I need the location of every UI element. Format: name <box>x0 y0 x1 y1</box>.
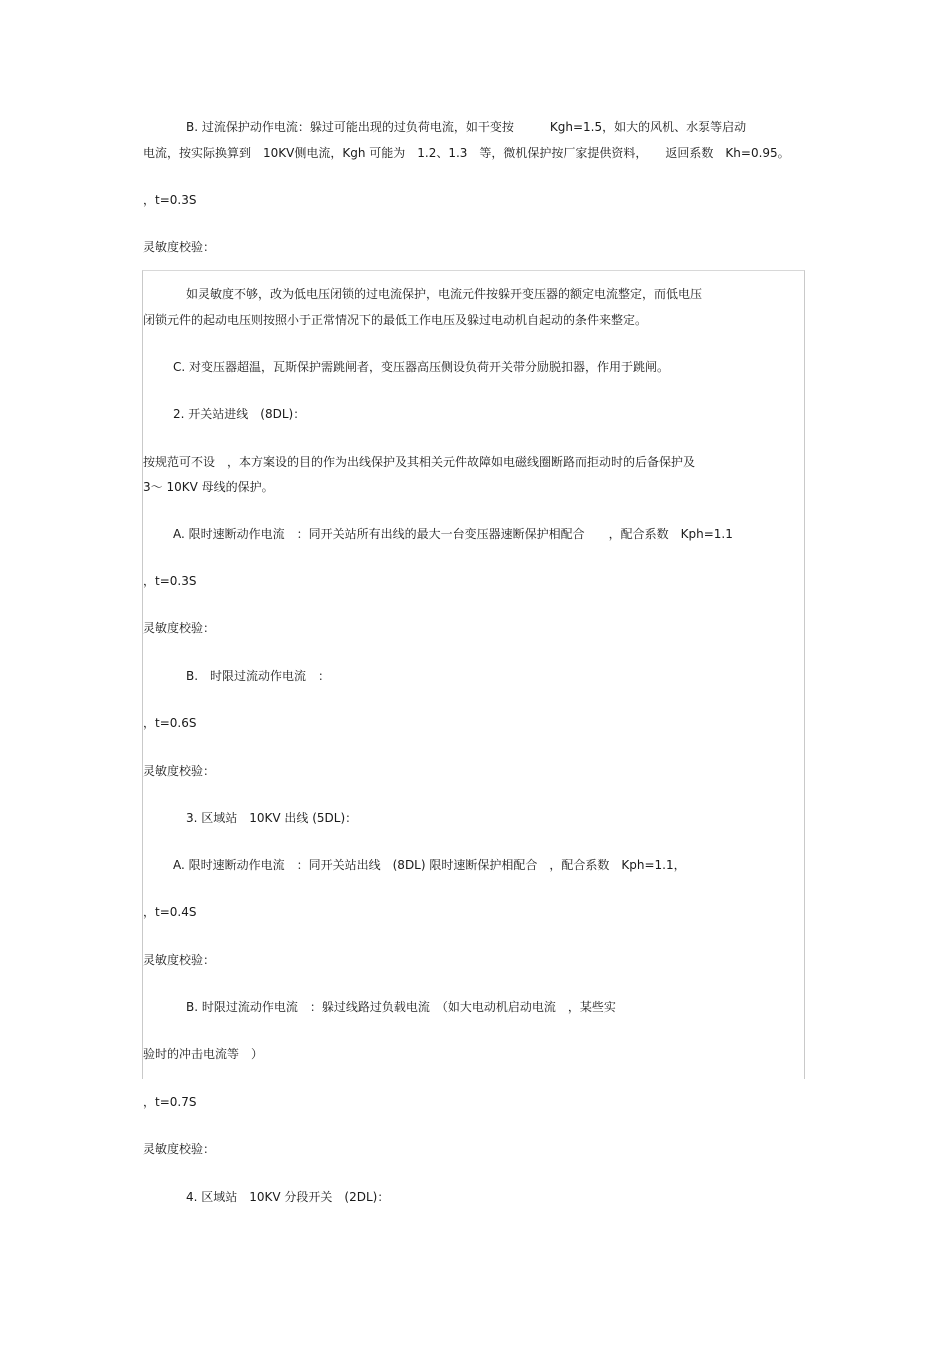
text-line: 如灵敏度不够，改为低电压闭锁的过电流保护，电流元件按躲开变压器的额定电流整定，而低电压 <box>186 287 703 301</box>
text-line: ，t=0.7S <box>143 1095 197 1109</box>
text-line: ，t=0.3S <box>143 574 197 588</box>
text-line: B. 时限过流动作电流 ：躲过线路过负载电流 （如大电动机启动电流 ，某些实 <box>186 1000 616 1014</box>
text-line: 闭锁元件的起动电压则按照小于正常情况下的最低工作电压及躲过电动机自起动的条件来整定。 <box>143 313 648 327</box>
text-line: 4. 区域站 10KV 分段开关 (2DL)： <box>186 1190 390 1204</box>
text-line: 电流，按实际换算到 10KV侧电流，Kgh 可能为 1.2、1.3 等，微机保护按厂家提供资料， 返回系数 Kh=0.95。 <box>143 146 790 160</box>
text-line: 按规范可不设 ，本方案设的目的作为出线保护及其相关元件故障如电磁线圈断路而拒动时的后备保护及 <box>143 455 696 469</box>
text-line: B. 时限过流动作电流 ： <box>186 669 331 683</box>
text-line: A. 限时速断动作电流 ：同开关站所有出线的最大一台变压器速断保护相配合 ，配合系数 Kph=1.1 <box>173 527 733 541</box>
text-line: A. 限时速断动作电流 ：同开关站出线 (8DL) 限时速断保护相配合 ，配合系数 Kph=1.1， <box>173 858 686 872</box>
text-line: ，t=0.3S <box>143 193 197 207</box>
text-line: 灵敏度校验： <box>143 764 216 778</box>
text-line: 灵敏度校验： <box>143 240 216 254</box>
text-line: ，t=0.4S <box>143 905 197 919</box>
text-line: B. 过流保护动作电流：躲过可能出现的过负荷电流，如干变按 Kgh=1.5，如大的风机、水泵等启动 <box>186 120 747 134</box>
text-line: 灵敏度校验： <box>143 953 216 967</box>
text-line: 3. 区域站 10KV 出线 (5DL)： <box>186 811 358 825</box>
text-line: 验时的冲击电流等 ） <box>143 1047 264 1061</box>
text-line: 2. 开关站进线 (8DL)： <box>173 407 306 421</box>
text-line: 灵敏度校验： <box>143 1142 216 1156</box>
text-line: C. 对变压器超温，瓦斯保护需跳闸者，变压器高压侧设负荷开关带分励脱扣器，作用于跳闸。 <box>173 360 670 374</box>
text-line: 灵敏度校验： <box>143 621 216 635</box>
text-line: ，t=0.6S <box>143 716 197 730</box>
text-line: 3～ 10KV 母线的保护。 <box>143 480 274 494</box>
